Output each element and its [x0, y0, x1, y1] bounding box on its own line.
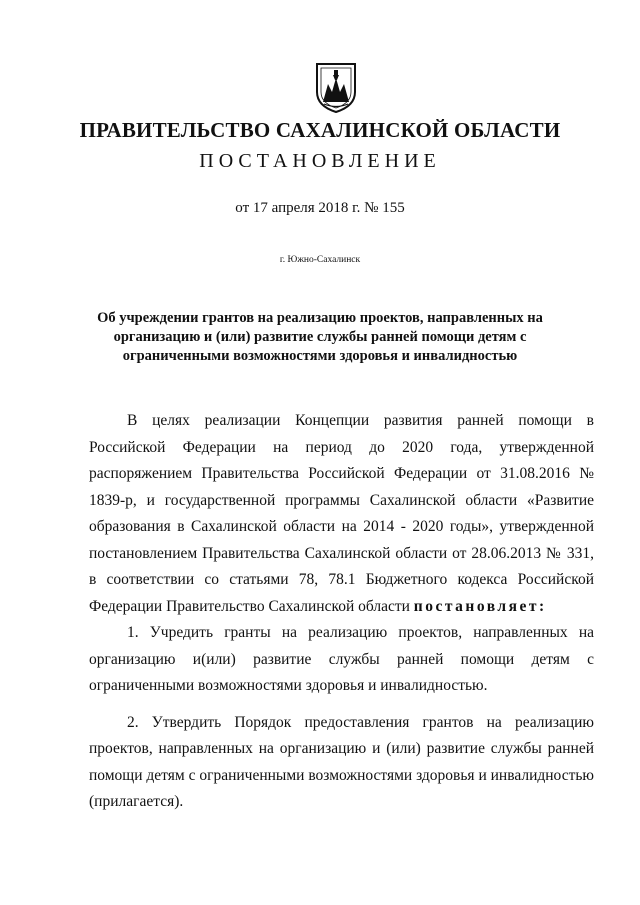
item-1-paragraph: 1. Учредить гранты на реализацию проектов, направленных на организацию и(или) развитие службы ранней помощи детям с ограниченными возможностями здоровья и инвалидностью.: [89, 624, 594, 694]
item-2-paragraph: 2. Утвердить Порядок предоставления грантов на реализацию проектов, направленных на организацию и (или) развитие службы ранней помощи детям с ограниченными возможностями здоровья и инвалидностью (прилагается).: [89, 713, 594, 810]
preamble-text: В целях реализации Концепции развития ранней помощи в Российской Федерации на период до 2020 года, утвержденной распоряжением Правительства Российской Федерации от 31.08.2016 № 1839-р, и государственной программы Сахалинской области «Развитие образования в Сахалинской области на 2014 - 2020 годы», утвержденной постановлением Правительства Сахалинской области от 28.06.2013 № 331, в соответствии со статьями 78, 78.1 Бюджетного кодекса Российской Федерации Правительство Сахалинской области: [89, 412, 594, 615]
preamble-paragraph: [89, 408, 594, 620]
sakhalin-coat-of-arms-icon: [314, 62, 358, 114]
document-city: г. Южно-Сахалинск: [279, 255, 361, 265]
decree-word: постановляет:: [413, 597, 547, 615]
document-type: ПОСТАНОВЛЕНИЕ: [199, 150, 441, 172]
document-subject: Об учреждении грантов на реализацию проектов, направленных на организацию и (или) развитие службы ранней помощи детям с ограниченными возможностями здоровья и инвалидностью: [97, 310, 543, 364]
document-date-number: от 17 апреля 2018 г. № 155: [235, 200, 405, 216]
government-title: ПРАВИТЕЛЬСТВО САХАЛИНСКОЙ ОБЛАСТИ: [79, 118, 561, 142]
document-body: [89, 408, 594, 816]
